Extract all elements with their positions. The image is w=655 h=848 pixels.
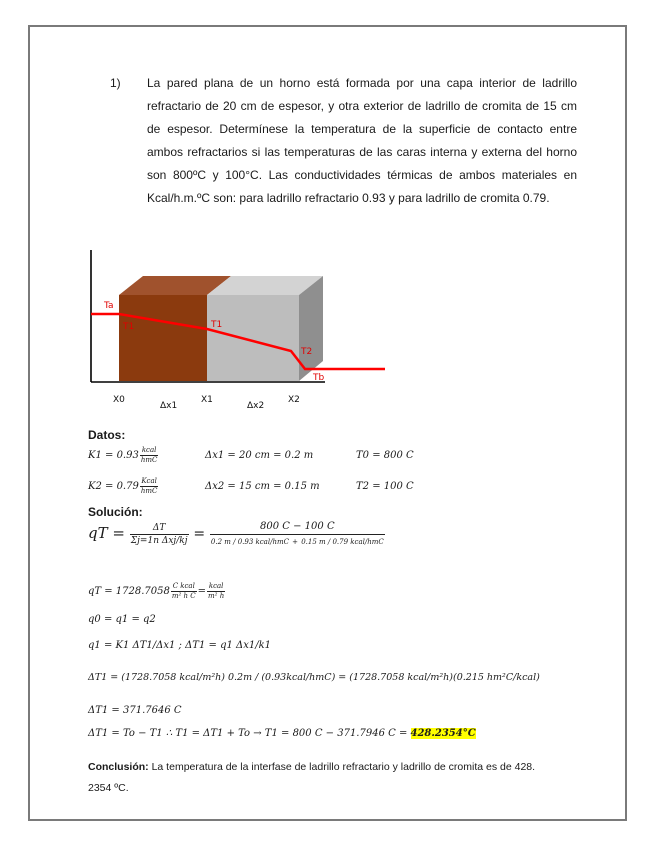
label-t2: T2 [301,347,313,357]
conclusion: Conclusión: La temperatura de la interfase de ladrillo refractario y ladrillo de cromita es de 428. 2354 ºC. [88,761,536,794]
axis-x2: X2 [288,395,300,405]
heat-flux-formula: qT = $\frac{\Delta T}{\text{Σj=1n Δxj/kj}}$ = $\frac{800 C - 100 C}{\text{0.2 m / 0.93 kcal/hmC + 0.15 m / 0.79 kcal/hmC}}$ [88,521,384,546]
axis-x1: X1 [201,395,213,405]
datos-t0: T0 = 800 C [356,450,414,461]
axis-x0: X0 [113,395,125,405]
datos-dx1: Δx1 = 20 cm = 0.2 m [205,450,314,461]
datos-dx2: Δx2 = 15 cm = 0.15 m [205,481,320,492]
question-number: 1) [110,76,121,90]
label-tb: Tb [313,373,325,383]
dt1-value: ΔT1 = 371.7646 C [88,705,182,716]
datos-t2: T2 = 100 C [356,481,414,492]
final-result: ΔT1 = To − T1 ∴ T1 = ΔT1 + To → T1 = 800 C − 371.7946 C = 428.2354°C [88,728,476,739]
dt1-substitution: ΔT1 = (1728.7058 kcal/m²h) 0.2m / (0.93kcal/hmC) = (1728.7058 kcal/m²h)(0.215 hm²C/kcal) [88,672,540,683]
label-t1: T1 [211,320,223,330]
flux-equality: q0 = q1 = q2 [88,614,156,625]
qt-result: qT = 1728.7058 $\frac{\text{C kcal}}{\text{m² h C}}$ = $\frac{\text{kcal}}{\text{m² h}}$ [88,582,225,600]
brick-layer [119,295,207,381]
datos-k1: K1 = 0.93 $\frac{\text{kcal}}{\text{hmC}}$ [88,446,158,464]
axis-dx1: Δx1 [160,401,178,411]
datos-k2: K2 = 0.79 $\frac{\text{Kcal}}{\text{hmC}}$ [88,477,158,495]
label-t1-left: T1 [123,322,135,332]
fourier-law: q1 = K1 ΔT1/Δx1 ; ΔT1 = q1 Δx1/k1 [88,640,272,651]
problem-statement: La pared plana de un horno está formada por una capa interior de ladrillo refractario de 20 cm de espesor, y otra exterior de ladrillo de cromita de 15 cm de espesor. Determínese la temperatura de la superficie de contacto entre ambos refractarios si las temperaturas de las caras interna y externa del horno son 800ºC y 100°C. Las conductividades térmicas de ambos materiales en Kcal/h.m.ºC son: para ladrillo refractario 0.93 y para ladrillo de cromita 0.79. [147,76,577,205]
axis-dx2: Δx2 [247,401,265,411]
result-highlight: 428.2354°C [410,728,476,739]
chromite-layer [207,295,299,381]
label-ta: Ta [104,301,114,311]
wall-diagram [85,245,395,415]
solucion-heading: Solución: [88,505,143,519]
datos-heading: Datos: [88,428,126,442]
